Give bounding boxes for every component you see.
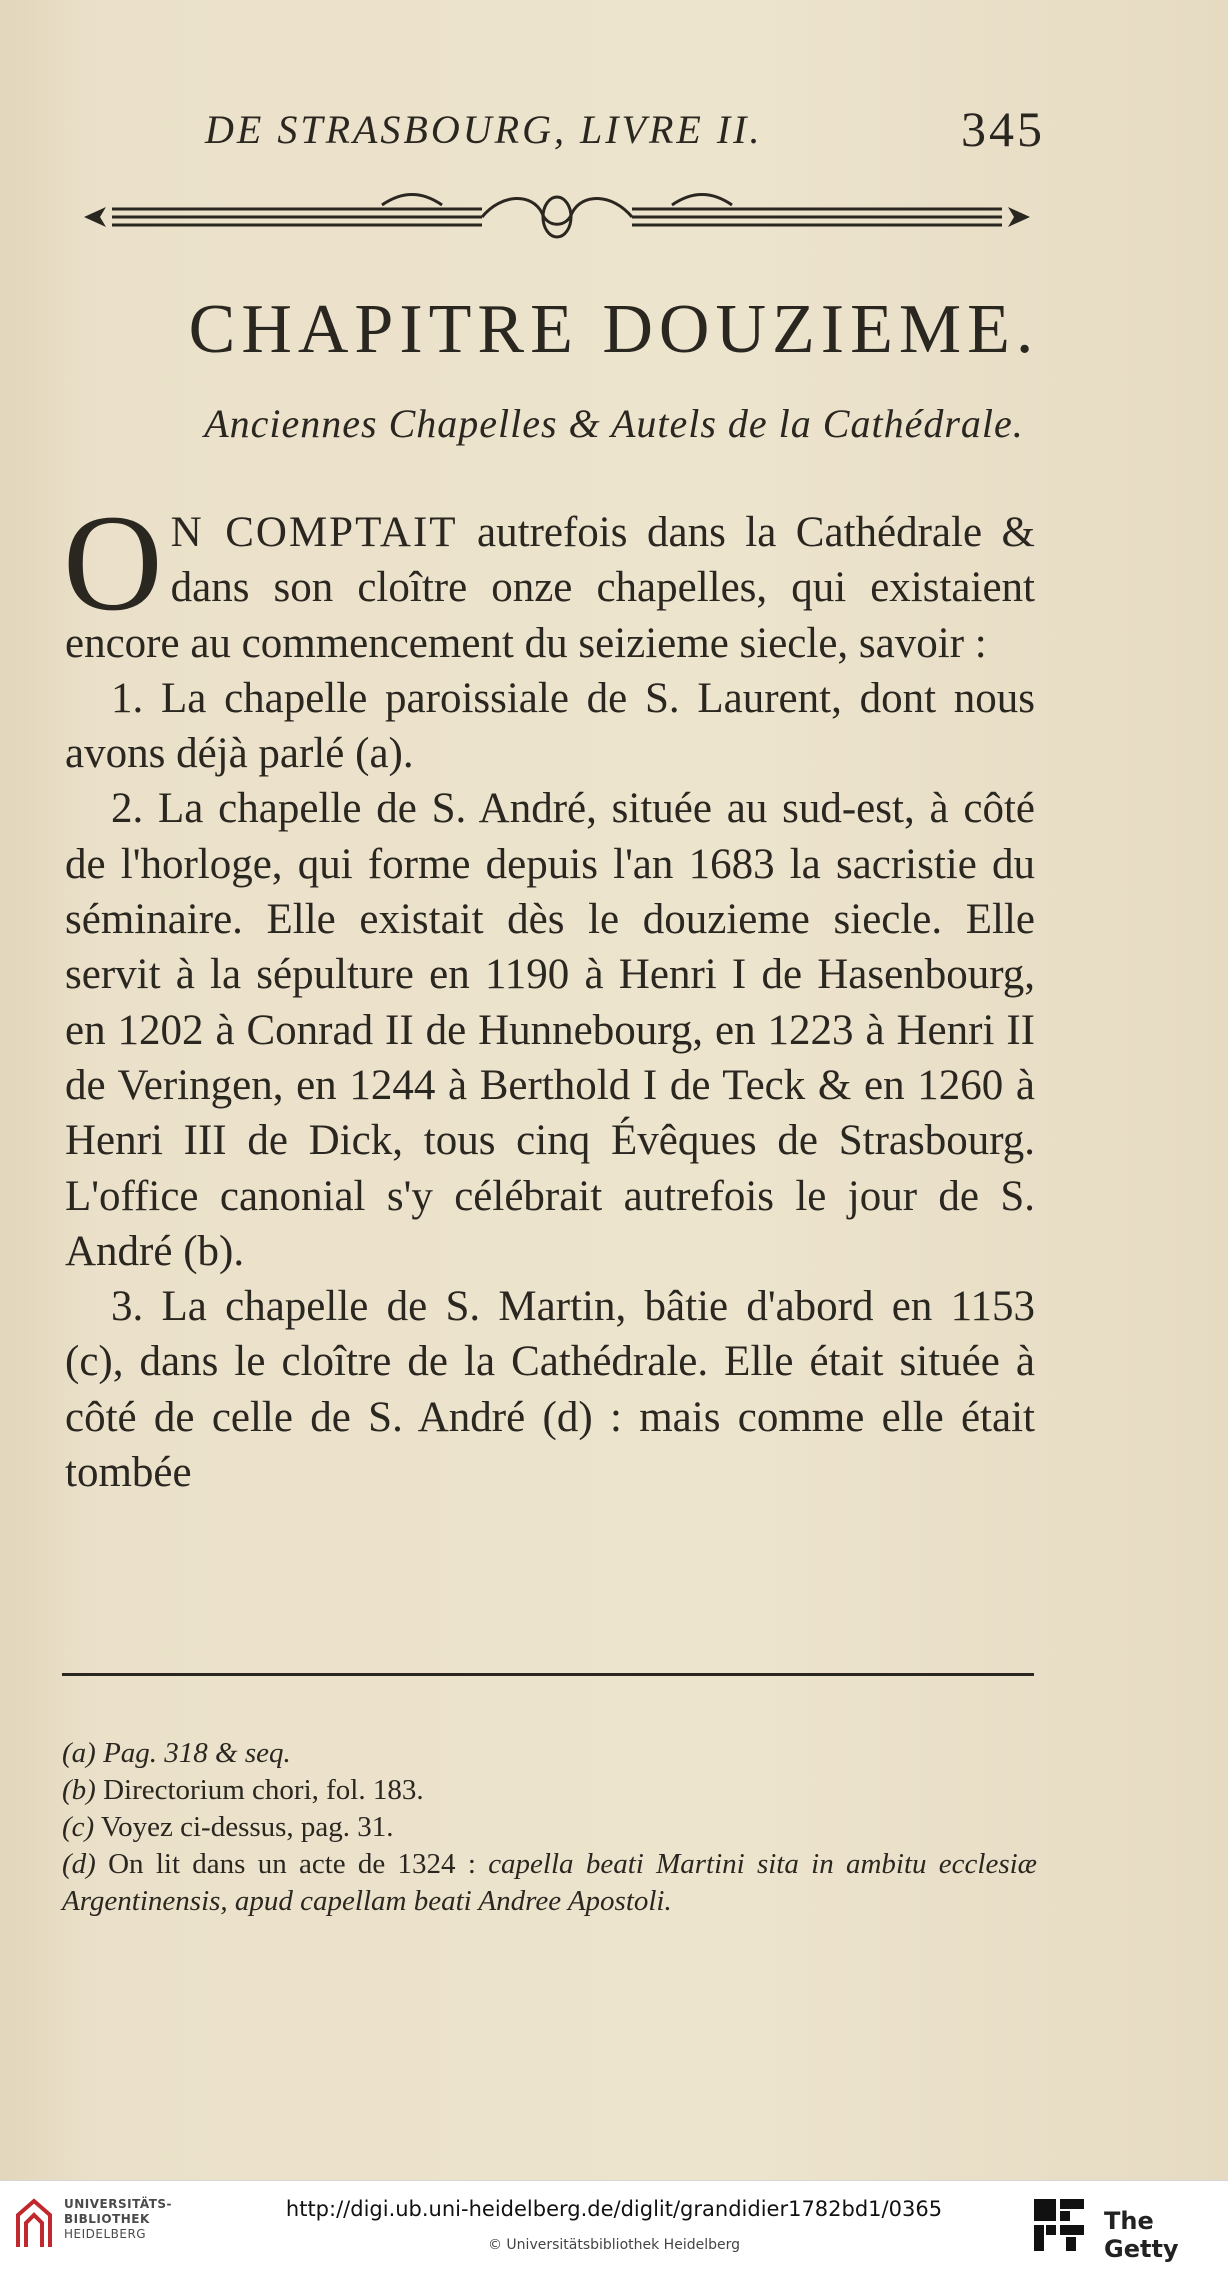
footnote [62,1772,1037,1809]
body-text [63,486,1035,1500]
copyright-notice: © Universitätsbibliothek Heidelberg [487,2237,740,2253]
library-name-line: UNIVERSITÄTS- [64,2197,173,2211]
ornament-divider [82,183,1032,253]
footnote [62,1809,1037,1846]
paragraph-item-1: 1. La chapelle paroissiale de S. Laurent, dont nous avons déjà parlé (a). [65,674,1035,778]
paragraph-intro-text: autrefois dans la Cathédrale & dans son cloître onze chapelles, qui existaient encore au commencement du seizieme siecle, savoir : [65,509,1035,667]
footnote-text: Voyez ci-dessus, pag. 31. [100,1811,394,1843]
permalink-url[interactable]: http://digi.ub.uni-heidelberg.de/diglit/grandidier1782bd1/0365 [285,2197,943,2221]
partner-name[interactable]: The Getty [1104,2207,1179,2263]
getty-logo-icon[interactable] [1032,2197,1086,2253]
footnote [62,1735,1037,1772]
library-name-line: BIBLIOTHEK [64,2212,150,2226]
drop-cap: O [63,486,163,639]
footnotes [62,1735,1037,1920]
footnote-text: Pag. 318 & seq. [103,1737,291,1769]
footnote-latin-text: capella beati Martini sita in ambitu ecclesiæ Argentinensis, apud capellam beati Andree Apostoli. [62,1848,1038,1917]
footnote [62,1846,1037,1920]
page-number: 345 [961,101,1045,157]
footnote-text: On lit dans un acte de 1324 : [108,1848,476,1880]
paragraph-item-2: 2. La chapelle de S. André, située au sud-est, à côté de l'horloge, qui forme depuis l'an 1683 la sacristie du séminaire. Elle existait dès le douzieme siecle. Elle servit à la sépulture en 1190 à Henri I de Hasenbourg, en 1202 à Conrad II de Hunnebourg, en 1223 à Henri II de Veringen, en 1244 à Berthold I de Teck & en 1260 à Henri III de Dick, tous cinq Évêques de Strasbourg. L'office canonial s'y célébrait autrefois le jour de S. André (b). [65,785,1035,1275]
paragraph-intro [63,486,1035,671]
footnote-mark: (a) [62,1737,96,1769]
running-head [205,100,1045,160]
chapter-title: CHAPITRE DOUZIEME. [188,291,1040,368]
library-name-line: HEIDELBERG [64,2227,147,2241]
lead-in: N COMPTAIT [170,509,458,556]
footnote-mark: (c) [62,1811,95,1843]
viewer-footer [0,2180,1228,2269]
footnote-mark: (b) [62,1774,96,1806]
paragraph-item-3: 3. La chapelle de S. Martin, bâtie d'abord en 1153 (c), dans le cloître de la Cathédrale. Elle était située à côté de celle de S. André (d) : mais comme elle était tombée [65,1283,1035,1497]
running-head-title: DE STRASBOURG, LIVRE II. [205,107,763,152]
footnote-mark: (d) [62,1848,96,1880]
footnote-text: Directorium chori, fol. 183. [103,1774,424,1806]
footnote-rule [62,1673,1034,1676]
chapter-subtitle: Anciennes Chapelles & Autels de la Cathédrale. [204,401,1024,446]
